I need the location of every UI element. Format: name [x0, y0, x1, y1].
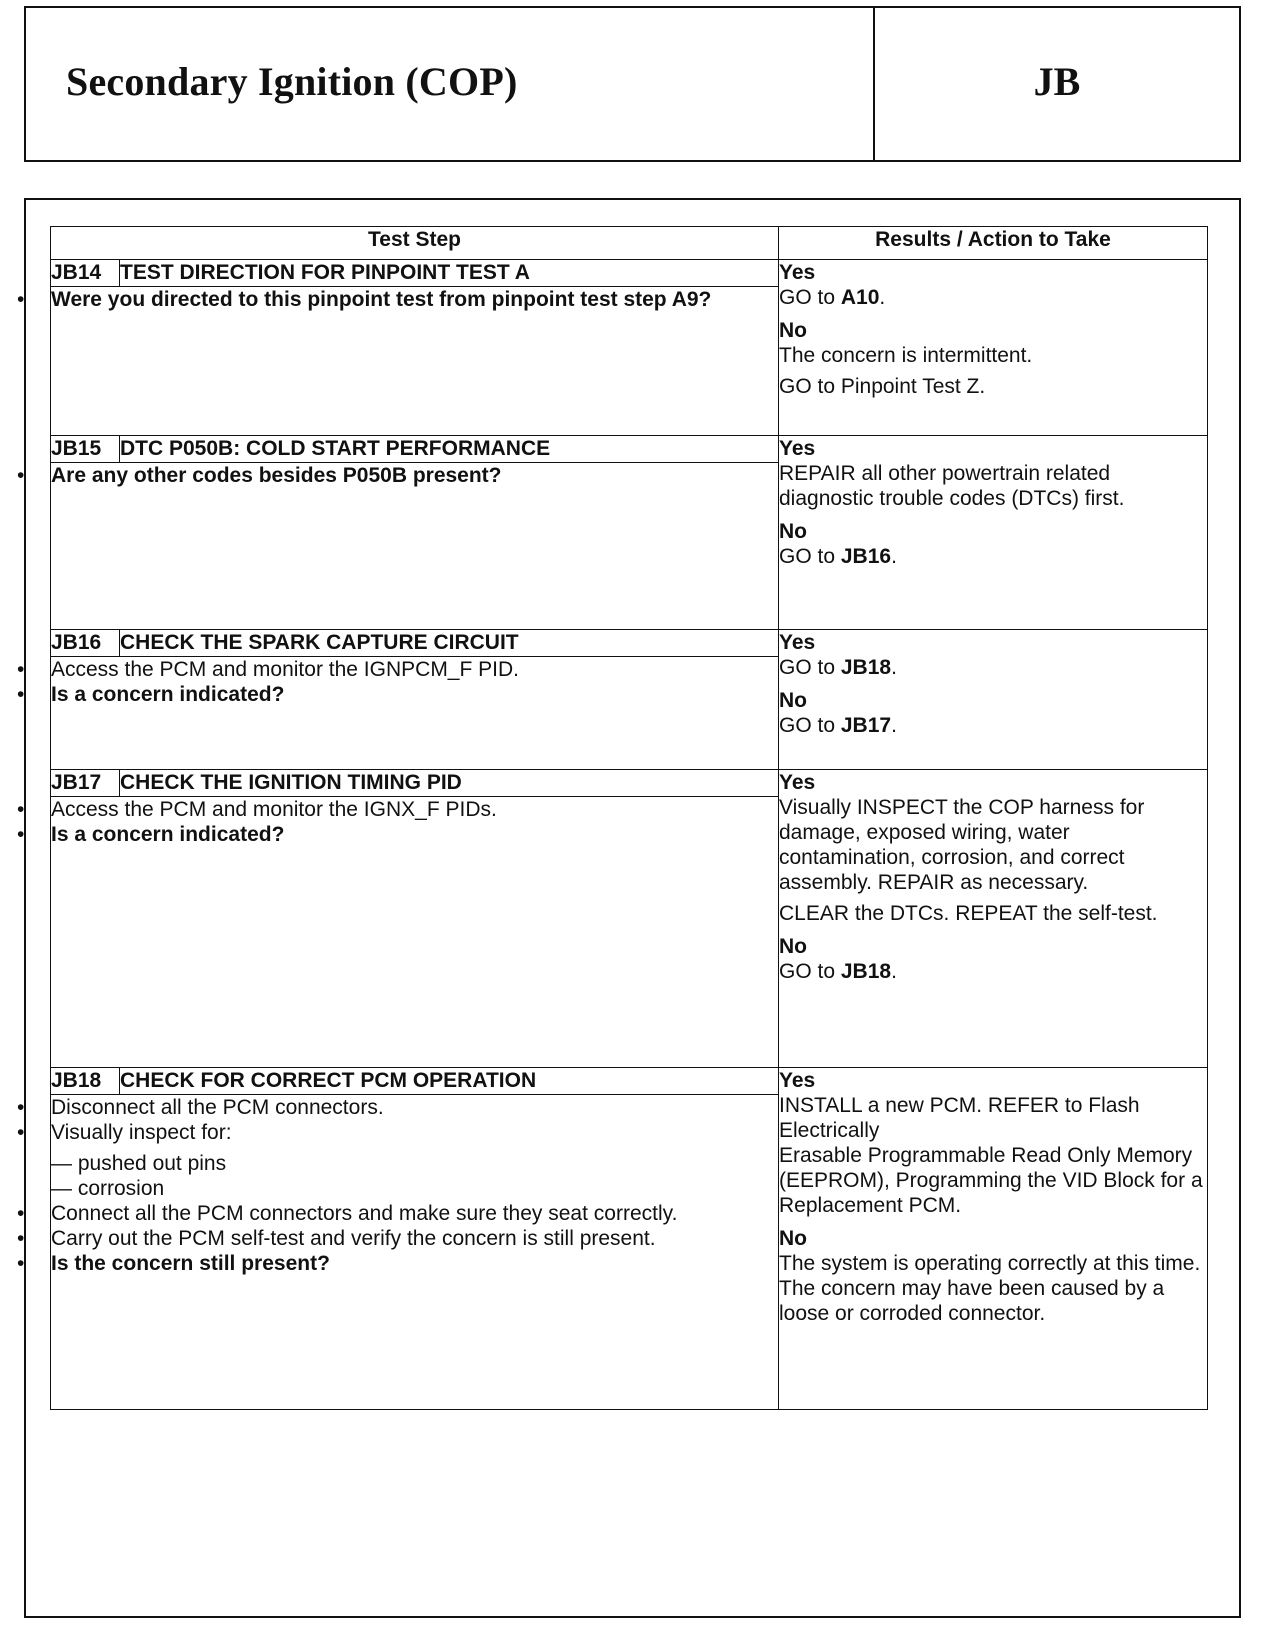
instruction-item: [51, 682, 778, 707]
instruction-list: [51, 657, 778, 707]
result-line: REPAIR all other powertrain related diagnostic trouble codes (DTCs) first.: [779, 462, 1125, 510]
instruction-text: Is the concern still present?: [51, 1252, 330, 1275]
instruction-list: [51, 797, 778, 847]
result-label: Yes: [779, 771, 816, 794]
result-line: CLEAR the DTCs. REPEAT the self-test.: [779, 902, 1158, 925]
step-instructions: [51, 463, 779, 630]
instruction-text: Carry out the PCM self-test and verify the concern is still present.: [51, 1227, 656, 1250]
steps-body: [51, 260, 1208, 1410]
step-id: JB15: [51, 436, 120, 463]
step-title: CHECK FOR CORRECT PCM OPERATION: [120, 1068, 779, 1095]
step-header-row: [51, 1068, 1208, 1095]
result-label: Yes: [779, 631, 816, 654]
result-line: Visually INSPECT the COP harness for damage, exposed wiring, water contamination, corrosion, and correct assembly. REPAIR as necessary.: [779, 796, 1145, 894]
step-results: [779, 630, 1208, 770]
step-header-row: [51, 770, 1208, 797]
result-label: No: [779, 520, 807, 543]
result-label: No: [779, 689, 807, 712]
step-header-row: [51, 260, 1208, 287]
instruction-item: [51, 463, 778, 488]
result-step-ref: A10: [840, 286, 880, 309]
sub-item: — pushed out pins: [51, 1152, 227, 1175]
section-code: JB: [1033, 59, 1081, 104]
result-line: [779, 713, 1207, 738]
result-line: INSTALL a new PCM. REFER to Flash Electrically: [779, 1094, 1140, 1142]
result-label: Yes: [779, 1069, 816, 1092]
instruction-item: [51, 287, 778, 312]
instruction-item: [51, 1120, 778, 1201]
result-suffix: .: [891, 656, 897, 679]
step-instructions: [51, 287, 779, 436]
instruction-list: [51, 463, 778, 488]
instruction-item: [51, 1201, 778, 1226]
result-line: Erasable Programmable Read Only Memory (EEPROM), Programming the VID Block for a Replacement PCM.: [779, 1144, 1203, 1217]
instruction-text: Is a concern indicated?: [51, 823, 285, 846]
result-label: Yes: [779, 261, 816, 284]
result-step-ref: JB16: [840, 545, 892, 568]
instruction-text: Disconnect all the PCM connectors.: [51, 1096, 384, 1119]
instruction-text: Are any other codes besides P050B present?: [51, 464, 502, 487]
sub-item: — corrosion: [51, 1177, 165, 1200]
result-line: The system is operating correctly at this time. The concern may have been caused by a loose or corroded connector.: [779, 1252, 1201, 1325]
step-results: [779, 436, 1208, 630]
result-suffix: .: [891, 545, 897, 568]
result-line: [779, 655, 1207, 680]
step-instructions: [51, 797, 779, 1068]
instruction-text: Is a concern indicated?: [51, 683, 285, 706]
step-title: CHECK THE IGNITION TIMING PID: [120, 770, 779, 797]
result-step-ref: JB18: [840, 960, 892, 983]
instruction-item: [51, 822, 778, 847]
instruction-item: [51, 1095, 778, 1120]
result-line: [779, 959, 1207, 984]
result-suffix: .: [891, 960, 897, 983]
instruction-text: Access the PCM and monitor the IGNPCM_F PID.: [51, 658, 519, 681]
instruction-text: Visually inspect for:: [51, 1121, 232, 1144]
instruction-item: [51, 1226, 778, 1251]
instruction-list: [51, 1095, 778, 1276]
result-line: [779, 285, 1207, 310]
result-line: GO to Pinpoint Test Z.: [779, 375, 986, 398]
step-header-row: [51, 630, 1208, 657]
step-id: JB18: [51, 1068, 120, 1095]
step-title: TEST DIRECTION FOR PINPOINT TEST A: [120, 260, 779, 287]
instruction-list: [51, 287, 778, 312]
header-box: [24, 6, 1241, 162]
column-header-results: Results / Action to Take: [779, 227, 1208, 260]
step-id: JB16: [51, 630, 120, 657]
result-suffix: .: [891, 714, 897, 737]
step-title: CHECK THE SPARK CAPTURE CIRCUIT: [120, 630, 779, 657]
result-line: The concern is intermittent.: [779, 344, 1033, 367]
result-label: No: [779, 319, 807, 342]
page-title: Secondary Ignition (COP): [66, 59, 518, 104]
instruction-text: Connect all the PCM connectors and make sure they seat correctly.: [51, 1202, 678, 1225]
result-prefix: GO to: [779, 545, 841, 568]
result-prefix: GO to: [779, 286, 841, 309]
instruction-item: [51, 1251, 778, 1276]
step-id: JB17: [51, 770, 120, 797]
result-prefix: GO to: [779, 960, 841, 983]
result-label: No: [779, 935, 807, 958]
step-id: JB14: [51, 260, 120, 287]
step-instructions: [51, 657, 779, 770]
instruction-item: [51, 657, 778, 682]
step-results: [779, 260, 1208, 436]
step-title: DTC P050B: COLD START PERFORMANCE: [120, 436, 779, 463]
result-prefix: GO to: [779, 714, 841, 737]
result-suffix: .: [879, 286, 886, 309]
result-step-ref: JB17: [840, 714, 892, 737]
instruction-item: [51, 797, 778, 822]
sub-item-list: [51, 1151, 778, 1201]
result-line: [779, 544, 1207, 569]
step-results: [779, 770, 1208, 1068]
result-step-ref: JB18: [840, 656, 892, 679]
result-prefix: GO to: [779, 656, 841, 679]
step-header-row: [51, 436, 1208, 463]
step-results: [779, 1068, 1208, 1410]
column-header-test-step: Test Step: [51, 227, 779, 260]
result-label: Yes: [779, 437, 816, 460]
result-label: No: [779, 1227, 807, 1250]
instruction-text: Access the PCM and monitor the IGNX_F PIDs.: [51, 798, 497, 821]
test-step-table: [50, 226, 1208, 1410]
step-instructions: [51, 1095, 779, 1410]
instruction-text: Were you directed to this pinpoint test from pinpoint test step A9?: [51, 288, 712, 311]
